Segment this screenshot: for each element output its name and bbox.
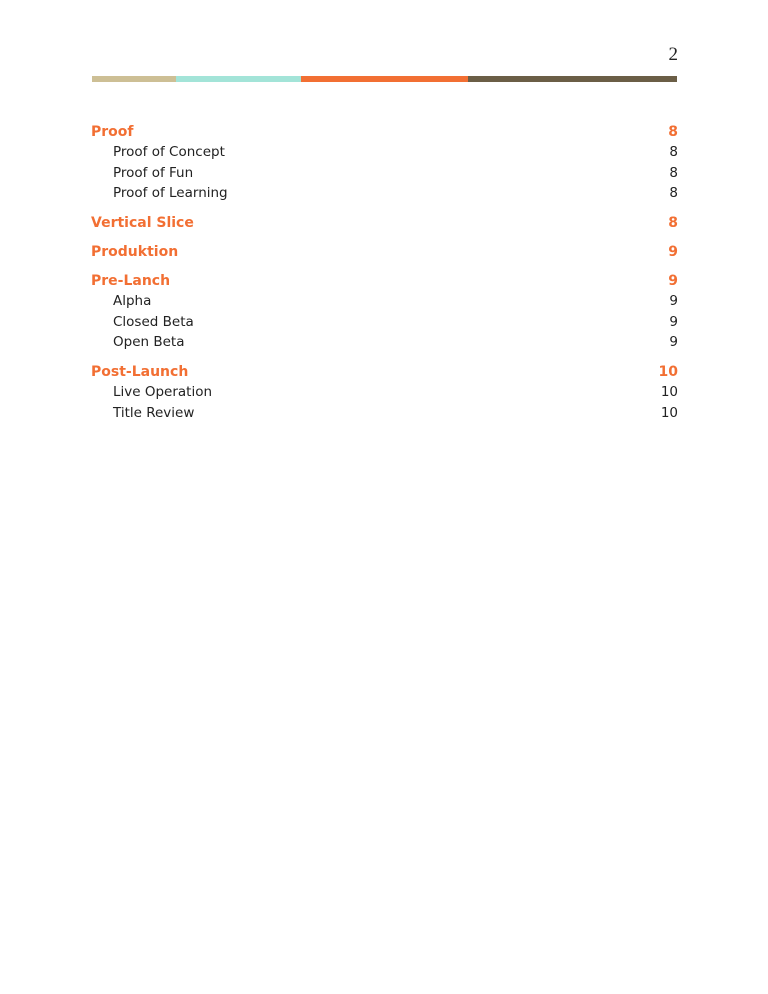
toc-entry-page: 10 [658,364,678,381]
toc-entry-page: 8 [668,215,678,232]
color-bar-segment-tan [92,76,176,82]
toc-entry[interactable] [91,122,678,142]
toc-subentry[interactable] [91,142,678,163]
toc-subentry-page: 9 [669,313,678,330]
toc-subentry-title: Alpha [113,293,152,310]
toc-subentry-page: 8 [669,185,678,202]
page-number: 2 [668,44,678,65]
toc-entry-title: Produktion [91,244,179,261]
toc-section-post-launch [91,362,678,423]
toc-subentry[interactable] [91,403,678,424]
toc-subentry-title: Live Operation [113,384,213,401]
color-bar-segment-mint [176,76,301,82]
toc-subentry-page: 10 [660,384,678,401]
toc-section-proof [91,122,678,204]
toc-subentry-page: 8 [669,164,678,181]
toc-entry[interactable] [91,213,678,233]
color-bar-segment-orange [301,76,468,82]
toc-subentry[interactable] [91,163,678,184]
toc-section-vertical-slice [91,213,678,233]
table-of-contents [91,122,678,433]
header-color-bar [92,76,677,82]
color-bar-segment-brown [468,76,677,82]
toc-subentry-page: 8 [669,144,678,160]
toc-subentry[interactable] [91,312,678,333]
toc-entry-title: Pre-Lanch [91,273,171,290]
toc-entry[interactable] [91,271,678,291]
toc-subentry-page: 9 [669,293,678,310]
toc-subentry-title: Proof of Learning [113,185,228,202]
toc-entry-title: Proof [91,124,134,140]
toc-subentry[interactable] [91,382,678,403]
toc-subentry[interactable] [91,332,678,353]
toc-subentry-title: Closed Beta [113,313,194,330]
toc-subentry-title: Open Beta [113,334,185,351]
toc-entry-page: 8 [668,124,678,140]
toc-subentry-title: Proof of Concept [113,144,225,160]
toc-subentry-title: Title Review [113,404,195,421]
toc-section-produktion [91,242,678,262]
toc-section-pre-lanch [91,271,678,353]
toc-entry-title: Post-Launch [91,364,189,381]
toc-entry-title: Vertical Slice [91,215,194,232]
toc-subentry-page: 10 [660,404,678,421]
toc-subentry-title: Proof of Fun [113,164,194,181]
toc-entry-page: 9 [668,244,678,261]
toc-entry-page: 9 [668,273,678,290]
toc-entry[interactable] [91,242,678,262]
toc-subentry-page: 9 [669,334,678,351]
toc-subentry[interactable] [91,291,678,312]
toc-entry[interactable] [91,362,678,382]
toc-subentry[interactable] [91,183,678,204]
